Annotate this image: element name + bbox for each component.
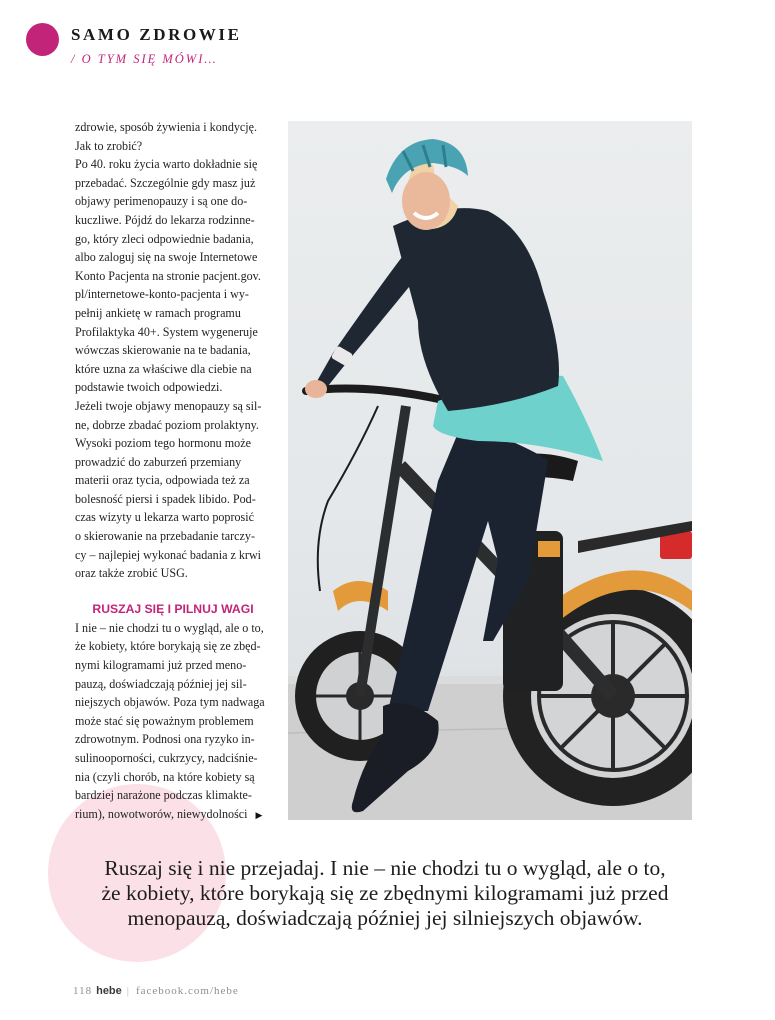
text-line: wówczas skierowanie na te badania, xyxy=(75,343,251,358)
text-line: pełnij ankietę w ramach programu xyxy=(75,305,241,320)
continue-arrow-icon: ▶ xyxy=(255,809,263,820)
pull-quote-line: menopauzą, doświadczają później jej silniejszych objawów. xyxy=(127,906,643,930)
article-subheading: RUSZAJ SIĘ I PILNUJ WAGI xyxy=(92,601,254,616)
text-line: przebadać. Szczególnie gdy masz już xyxy=(75,175,256,190)
rider-hand xyxy=(305,380,327,398)
text-line: bolesność piersi i spadek libido. Pod- xyxy=(75,491,256,506)
text-line: Jak to zrobić? xyxy=(75,138,143,153)
pull-quote xyxy=(90,856,680,931)
text-line: Po 40. roku życia warto dokładnie się xyxy=(75,157,258,172)
text-line: może stać się poważnym problemem xyxy=(75,713,254,728)
pull-quote-line: Ruszaj się i nie przejadaj. I nie – nie chodzi tu o wygląd, ale o to, xyxy=(104,856,666,880)
pull-quote-line: że kobiety, które borykają się ze zbędnymi kilogramami już przed xyxy=(101,881,669,905)
footer-link[interactable]: facebook.com/hebe xyxy=(135,985,239,997)
footer-separator: | xyxy=(126,985,130,997)
text-line: albo zaloguj się na swoje Internetowe xyxy=(75,250,258,265)
woman-on-electric-bike-photo xyxy=(288,121,692,820)
article-paragraph-1 xyxy=(75,118,271,583)
text-line: zdrowie, sposób żywienia i kondycję. xyxy=(75,120,258,134)
text-line: Profilaktyka 40+. System wygeneruje xyxy=(75,324,258,339)
text-line: Wysoki poziom tego hormonu może xyxy=(75,436,251,451)
page-footer xyxy=(73,985,239,997)
text-line: cy – najlepiej wykonać badania z krwi xyxy=(75,547,262,562)
text-line: które uzna za właściwe dla ciebie na xyxy=(75,361,252,376)
photo-illustration xyxy=(288,121,692,820)
text-line: pauzą, doświadczają później jej sil- xyxy=(75,676,247,691)
text-line: nia (czyli chorób, na które kobiety są xyxy=(75,769,255,784)
text-line: objawy perimenopauzy i są one do- xyxy=(75,194,248,209)
text-line: sulinooporności, cukrzycy, nadciśnie- xyxy=(75,751,258,765)
brake-cable xyxy=(318,406,378,591)
text-line: Konto Pacjenta na stronie pacjent.gov. xyxy=(75,268,261,283)
rider-face xyxy=(402,172,450,230)
text-line: że kobiety, które borykają się ze zbęd- xyxy=(75,639,261,654)
text-line: niejszych objawów. Poza tym nadwaga xyxy=(75,695,265,710)
text-line: materii oraz tycia, odpowiada też za xyxy=(75,473,250,488)
text-line: bardziej narażone podczas klimakte- xyxy=(75,788,252,803)
section-subtitle: / O TYM SIĘ MÓWI… xyxy=(71,52,218,66)
text-line: I nie – nie chodzi tu o wygląd, ale o to, xyxy=(75,620,264,635)
section-title: SAMO ZDROWIE xyxy=(71,25,242,44)
text-line: zdrowotnym. Podnosi ona ryzyko in- xyxy=(75,732,255,747)
text-line: podstawie twoich odpowiedzi. xyxy=(75,380,223,395)
text-line: o skierowanie na przebadanie tarczy- xyxy=(75,529,255,544)
text-line: Jeżeli twoje objawy menopauzy są sil- xyxy=(75,398,262,413)
text-line-content: rium), nowotworów, niewydolności xyxy=(75,806,248,821)
brand-logo: hebe xyxy=(96,985,122,997)
text-line xyxy=(75,805,271,825)
page-number: 118 xyxy=(73,985,93,997)
text-line: pl/internetowe-konto-pacjenta i wy- xyxy=(75,287,249,302)
handlebar xyxy=(306,389,448,401)
text-line: prowadzić do zaburzeń przemiany xyxy=(75,454,242,469)
text-line: czas wizyty u lekarza warto poprosić xyxy=(75,510,254,525)
text-line: ne, dobrze zbadać poziom prolaktyny. xyxy=(75,417,259,432)
section-dot-icon xyxy=(26,23,59,56)
text-line: go, który zleci odpowiednie badania, xyxy=(75,231,254,246)
text-line: kuczliwe. Pójdź do lekarza rodzinne- xyxy=(75,212,255,227)
article-paragraph-2 xyxy=(75,619,271,825)
text-line: oraz także zrobić USG. xyxy=(75,566,188,581)
text-line: nymi kilogramami już przed meno- xyxy=(75,658,247,673)
article-column xyxy=(75,118,271,824)
